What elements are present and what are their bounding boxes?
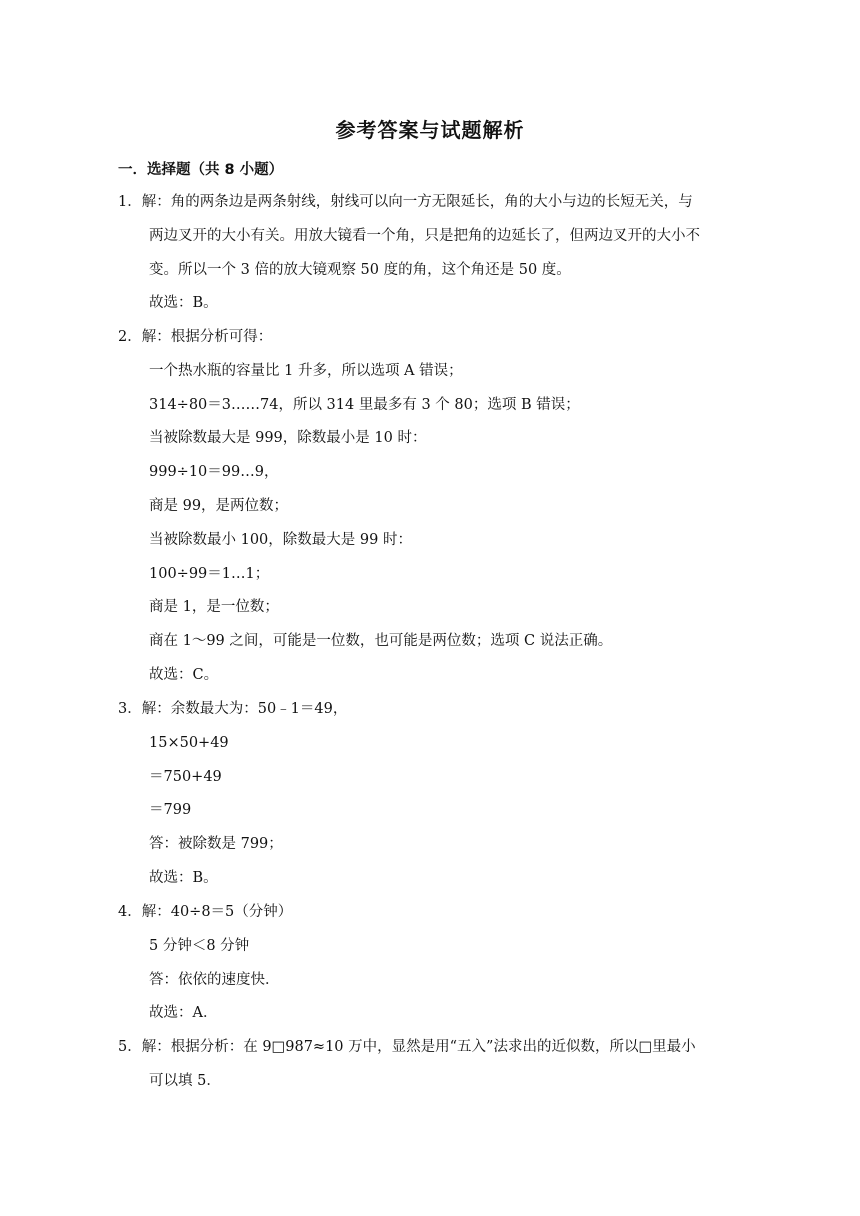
question-line: 314÷80＝3……74，所以 314 里最多有 3 个 80；选项 B 错误；	[149, 396, 580, 413]
question-4	[118, 896, 738, 1031]
question-3	[118, 693, 738, 896]
question-line: 999÷10＝99…9，	[149, 464, 279, 481]
question-line: 商在 1～99 之间，可能是一位数，也可能是两位数；选项 C 说法正确。	[149, 633, 613, 650]
question-line: 5．解：根据分析：在 9□987≈10 万中，显然是用“五入”法求出的近似数，所以□里最小	[118, 1039, 696, 1055]
question-line: 两边叉开的大小有关。用放大镜看一个角，只是把角的边延长了，但两边叉开的大小不	[149, 227, 700, 244]
question-line: 100÷99＝1…1；	[149, 565, 270, 582]
question-line: 4．解：40÷8＝5（分钟）	[118, 904, 293, 920]
question-line: 5 分钟＜8 分钟	[149, 937, 250, 954]
question-5	[118, 1031, 738, 1099]
section-heading: 一．选择题（共 8 小题）	[118, 162, 284, 178]
question-line: 当被除数最小 100，除数最大是 99 时：	[149, 531, 412, 548]
question-line: 2．解：根据分析可得：	[118, 329, 273, 345]
question-line: 商是 99，是两位数；	[149, 497, 289, 514]
question-line: 答：依依的速度快．	[149, 971, 280, 988]
question-line: 1．解：角的两条边是两条射线，射线可以向一方无限延长，角的大小与边的长短无关，与	[118, 194, 693, 210]
answer-choice-line: 故选：B。	[149, 295, 218, 312]
answer-choice-line: 故选：B。	[149, 869, 218, 886]
answer-choice-line: 故选：C。	[149, 666, 219, 683]
question-line: 3．解：余数最大为：50﹣1＝49，	[118, 701, 348, 717]
page-title: 参考答案与试题解析	[335, 118, 525, 142]
question-2	[118, 321, 738, 693]
question-line: 答：被除数是 799；	[149, 836, 283, 853]
question-line: 可以填 5．	[149, 1072, 221, 1089]
question-line: 当被除数最大是 999，除数最小是 10 时：	[149, 430, 427, 447]
answer-choice-line: 故选：A．	[149, 1005, 218, 1022]
question-line: 15×50+49	[149, 734, 229, 751]
question-1	[118, 186, 738, 321]
question-line: ＝750+49	[149, 768, 222, 785]
question-line: ＝799	[149, 802, 192, 819]
question-line: 商是 1，是一位数；	[149, 599, 279, 616]
question-line: 变。所以一个 3 倍的放大镜观察 50 度的角，这个角还是 50 度。	[149, 261, 571, 278]
question-line: 一个热水瓶的容量比 1 升多，所以选项 A 错误；	[149, 362, 463, 379]
